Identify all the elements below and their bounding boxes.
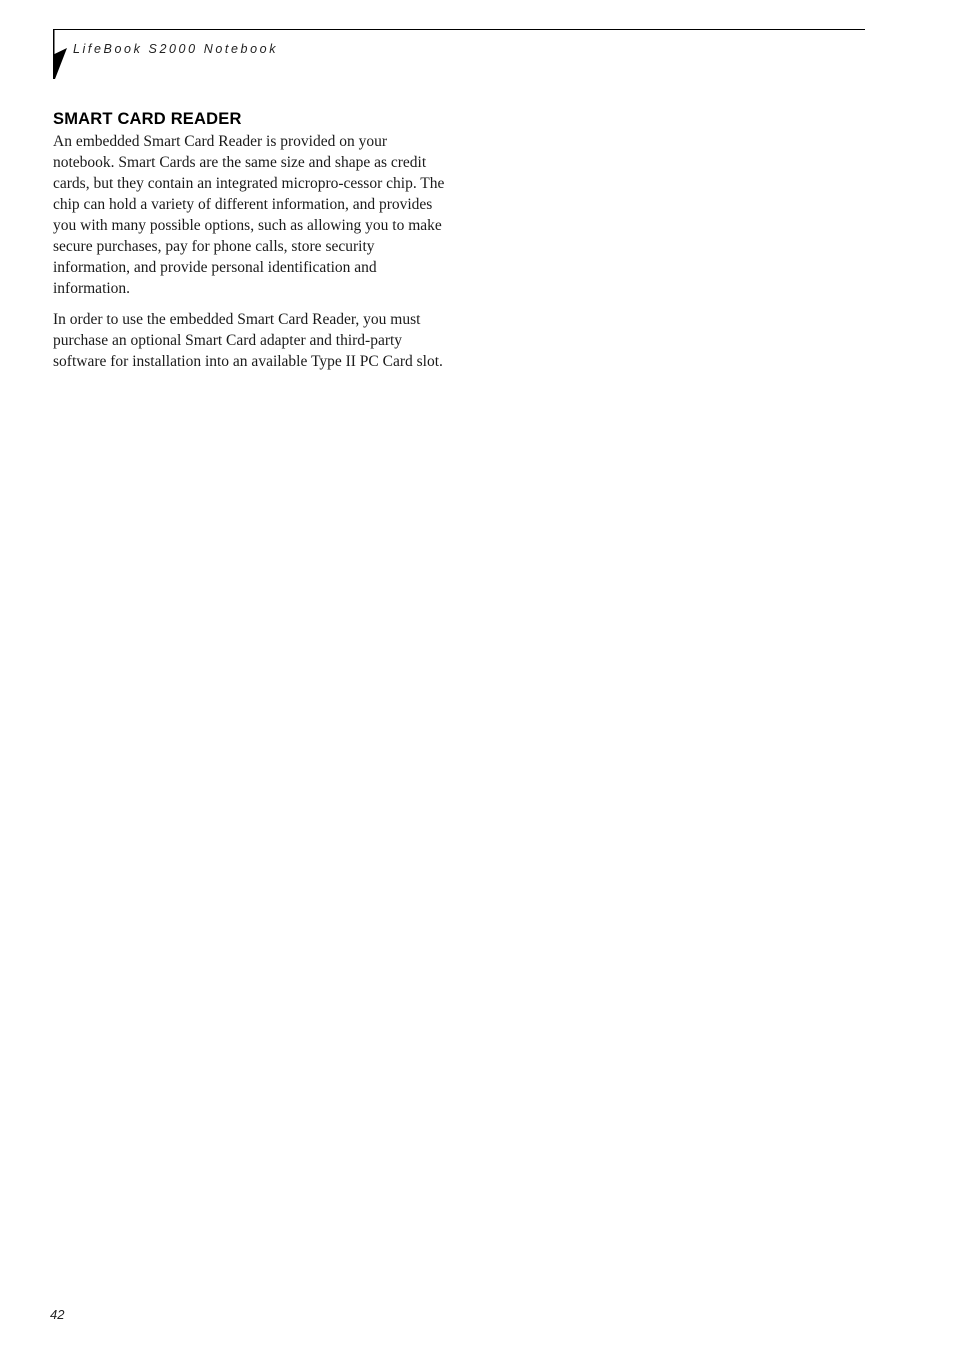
body-paragraph-1: An embedded Smart Card Reader is provided on your notebook. Smart Cards are the same size and shape as credit cards, but they contain an integrated micropro-cessor chip. The chip can hold a variety of different information, and provides you with many possible options, such as allowing you to make secure purchases, pay for phone calls, store security information, and provide personal identification and information. (53, 133, 445, 297)
section-heading: SMART CARD READER (53, 110, 242, 128)
running-header: LifeBook S2000 Notebook (73, 42, 279, 56)
page-number: 42 (50, 1307, 65, 1322)
main-content (53, 108, 448, 382)
body-paragraph-2: In order to use the embedded Smart Card Reader, you must purchase an optional Smart Card adapter and third-party software for installation into an available Type II PC Card slot. (53, 311, 443, 370)
header-tab-marker (53, 29, 67, 79)
header-rule (53, 29, 865, 30)
